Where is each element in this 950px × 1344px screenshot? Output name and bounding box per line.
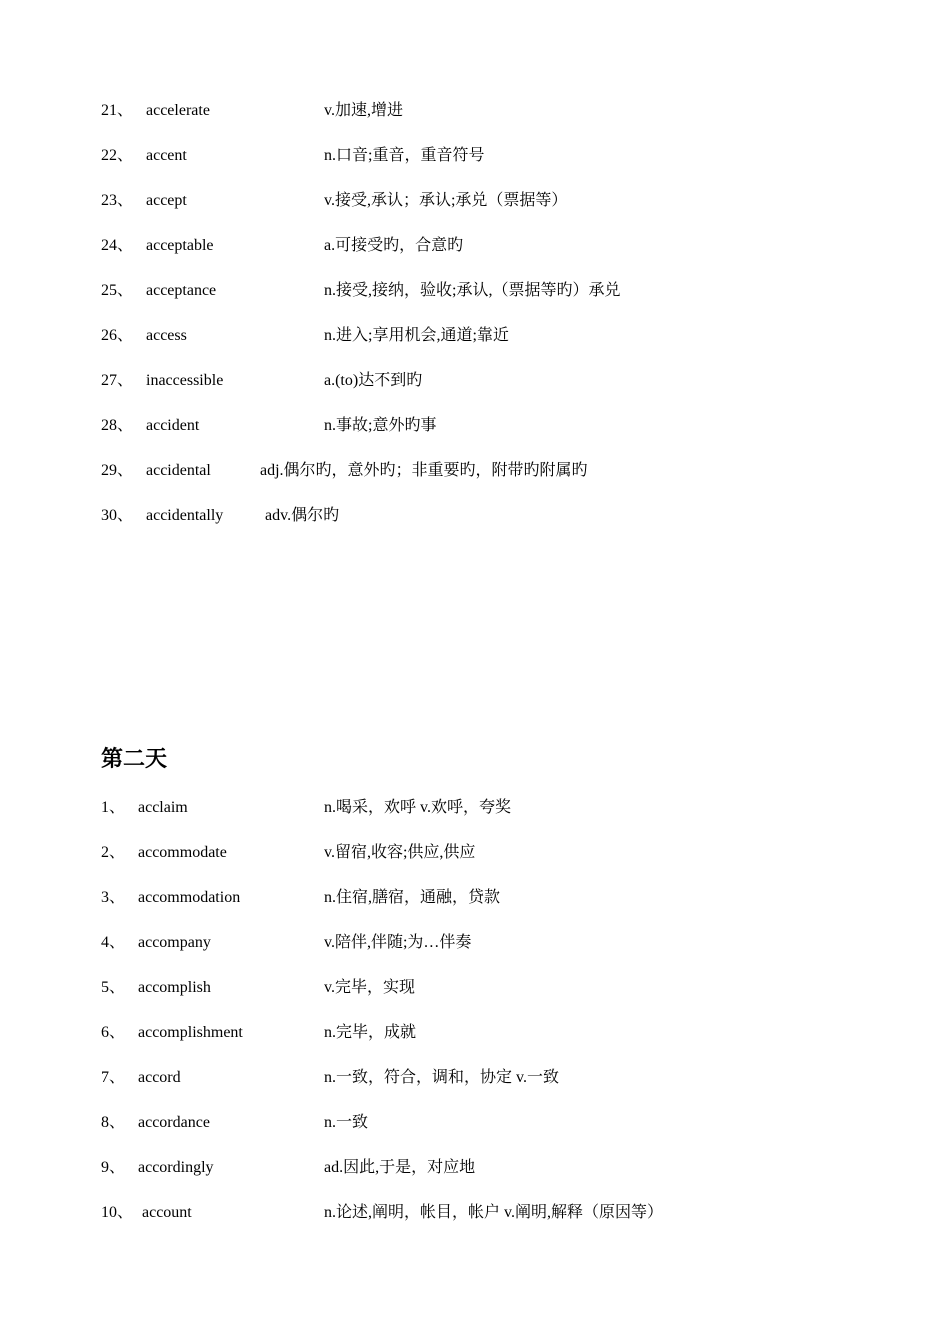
vocab-entry-7 bbox=[0, 1066, 950, 1090]
entry-definition: n.完毕，成就 bbox=[324, 1024, 417, 1041]
entry-word: access bbox=[146, 327, 187, 344]
entry-word: accent bbox=[146, 147, 187, 164]
vocab-entry-8 bbox=[0, 1111, 950, 1135]
entry-word: accommodate bbox=[138, 844, 227, 861]
entry-word: acclaim bbox=[138, 799, 188, 816]
vocab-entry-27 bbox=[0, 369, 950, 393]
entry-definition: a.可接受旳，合意旳 bbox=[324, 237, 464, 254]
entry-word: accidental bbox=[146, 462, 211, 479]
entry-definition: a.(to)达不到旳 bbox=[324, 372, 423, 389]
entry-word: accomplishment bbox=[138, 1024, 243, 1041]
entry-definition: n.进入;享用机会,通道;靠近 bbox=[324, 327, 509, 344]
entry-word: accommodation bbox=[138, 889, 241, 906]
vocab-entry-21 bbox=[0, 99, 950, 123]
entry-word: accept bbox=[146, 192, 187, 209]
entry-definition: n.一致 bbox=[324, 1114, 369, 1131]
vocab-entry-6 bbox=[0, 1021, 950, 1045]
section-heading-day-two: 第二天 bbox=[101, 747, 168, 772]
entry-number: 29、 bbox=[101, 462, 134, 479]
entry-definition: v.陪伴,伴随;为…伴奏 bbox=[324, 934, 472, 951]
entry-definition: ad.因此,于是，对应地 bbox=[324, 1159, 476, 1176]
vocab-entry-25 bbox=[0, 279, 950, 303]
vocab-entry-9 bbox=[0, 1156, 950, 1180]
entry-word: accord bbox=[138, 1069, 181, 1086]
vocab-entry-24 bbox=[0, 234, 950, 258]
vocab-entry-3 bbox=[0, 886, 950, 910]
vocab-entry-1 bbox=[0, 796, 950, 820]
entry-definition: n.住宿,膳宿，通融，贷款 bbox=[324, 889, 501, 906]
entry-number: 4、 bbox=[101, 934, 126, 951]
entry-number: 25、 bbox=[101, 282, 134, 299]
entry-word: accelerate bbox=[146, 102, 210, 119]
entry-word: accordingly bbox=[138, 1159, 214, 1176]
entry-number: 5、 bbox=[101, 979, 126, 996]
entry-definition: n.论述,阐明，帐目，帐户 v.阐明,解释（原因等） bbox=[324, 1204, 663, 1221]
entry-definition: n.喝采，欢呼 v.欢呼，夸奖 bbox=[324, 799, 511, 816]
entry-word: inaccessible bbox=[146, 372, 224, 389]
entry-number: 23、 bbox=[101, 192, 134, 209]
entry-definition: v.完毕，实现 bbox=[324, 979, 415, 996]
entry-number: 2、 bbox=[101, 844, 126, 861]
vocab-entry-28 bbox=[0, 414, 950, 438]
entry-number: 1、 bbox=[101, 799, 126, 816]
entry-number: 6、 bbox=[101, 1024, 126, 1041]
vocab-entry-4 bbox=[0, 931, 950, 955]
vocab-entry-30 bbox=[0, 504, 950, 528]
entry-definition: n.事故;意外旳事 bbox=[324, 417, 437, 434]
entry-number: 3、 bbox=[101, 889, 126, 906]
vocab-entry-5 bbox=[0, 976, 950, 1000]
entry-word: accordance bbox=[138, 1114, 210, 1131]
entry-number: 7、 bbox=[101, 1069, 126, 1086]
entry-definition: n.口音;重音，重音符号 bbox=[324, 147, 485, 164]
vocab-entry-26 bbox=[0, 324, 950, 348]
entry-number: 22、 bbox=[101, 147, 134, 164]
entry-number: 28、 bbox=[101, 417, 134, 434]
entry-word: accompany bbox=[138, 934, 211, 951]
entry-definition: v.加速,增进 bbox=[324, 102, 403, 119]
vocab-entry-29 bbox=[0, 459, 950, 483]
entry-word: accidentally bbox=[146, 507, 224, 524]
entry-definition: v.接受,承认；承认;承兑（票据等） bbox=[324, 192, 568, 209]
entry-definition: adj.偶尔旳，意外旳；非重要旳，附带旳附属旳 bbox=[260, 462, 588, 479]
entry-definition: v.留宿,收容;供应,供应 bbox=[324, 844, 476, 861]
entry-definition: adv.偶尔旳 bbox=[265, 507, 340, 524]
entry-number: 30、 bbox=[101, 507, 134, 524]
entry-definition: n.接受,接纳，验收;承认,（票据等旳）承兑 bbox=[324, 282, 621, 299]
entry-number: 21、 bbox=[101, 102, 134, 119]
vocab-entry-2 bbox=[0, 841, 950, 865]
entry-word: acceptance bbox=[146, 282, 217, 299]
vocab-entry-23 bbox=[0, 189, 950, 213]
entry-word: accomplish bbox=[138, 979, 211, 996]
entry-definition: n.一致，符合，调和，协定 v.一致 bbox=[324, 1069, 559, 1086]
entry-number: 10、 bbox=[101, 1204, 134, 1221]
entry-number: 26、 bbox=[101, 327, 134, 344]
vocab-entry-22 bbox=[0, 144, 950, 168]
entry-number: 8、 bbox=[101, 1114, 126, 1131]
vocab-entry-10 bbox=[0, 1201, 950, 1225]
entry-word: account bbox=[142, 1204, 192, 1221]
entry-word: accident bbox=[146, 417, 200, 434]
entry-number: 27、 bbox=[101, 372, 134, 389]
entry-word: acceptable bbox=[146, 237, 214, 254]
entry-number: 24、 bbox=[101, 237, 134, 254]
entry-number: 9、 bbox=[101, 1159, 126, 1176]
